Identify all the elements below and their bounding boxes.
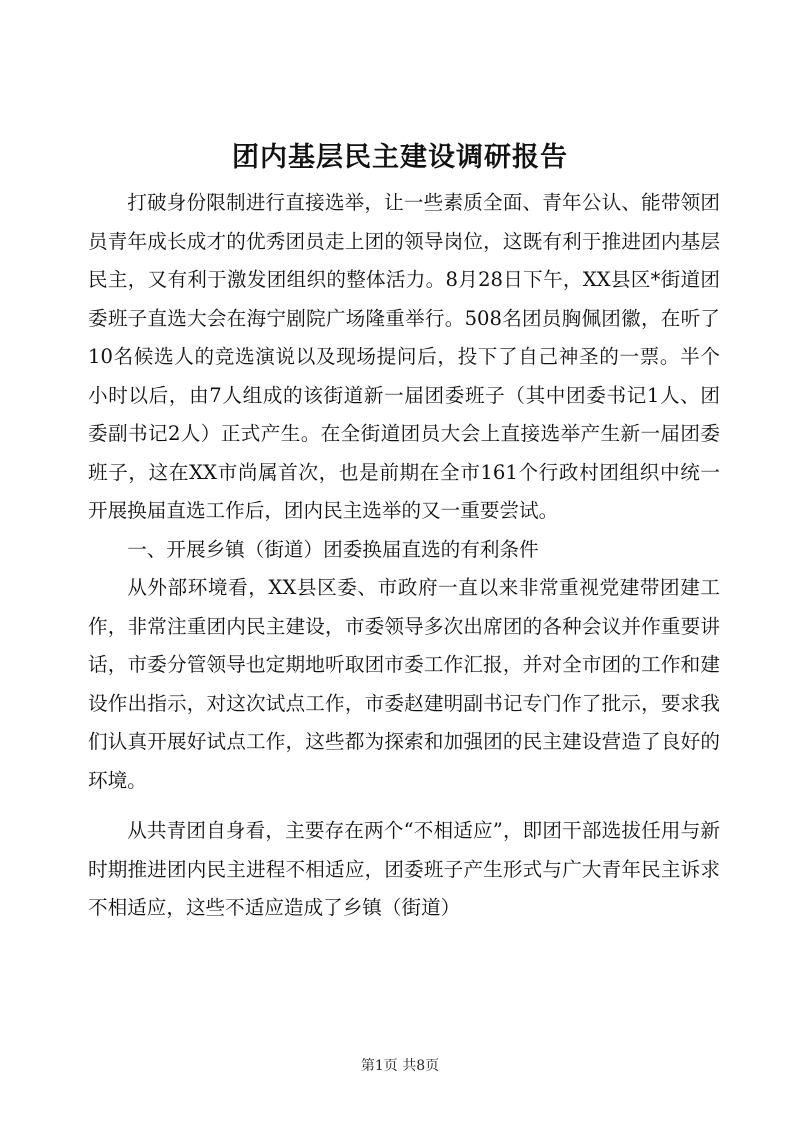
page-footer: 第1页 共8页 xyxy=(360,1058,440,1074)
document-title: 团内基层民主建设调研报告 xyxy=(232,142,568,173)
paragraph-league-itself: 从共青团自身看，主要存在两个“不相适应”，即团干部选拔任用与新时期推进团内民主进程不相适应，团委班子产生形式与广大青年民主诉求不相适应，这些不适应造成了乡镇（街道） xyxy=(88,819,720,919)
paragraph-intro: 打破身份限制进行直接选举，让一些素质全面、青年公认、能带领团员青年成长成才的优秀团员走上团的领导岗位，这既有利于推进团内基层民主，又有利于激发团组织的整体活力。8月28日下午，XX县区*街道团委班子直选大会在海宁剧院广场隆重举行。508名团员胸佩团徽，在听了10名候选人的竞选演说以及现场提问后，投下了自己神圣的一票。半个小时以后，由7人组成的该街道新一届团委班子（其中团委书记1人、团委副书记2人）正式产生。在全街道团员大会上直接选举产生新一届团委班子，这在XX市尚属首次，也是前期在全市161个行政村团组织中统一开展换届直选工作后，团内民主选举的又一重要尝试。 xyxy=(88,191,720,522)
document-body xyxy=(88,184,720,928)
section-heading: 一、开展乡镇（街道）团委换届直选的有利条件 xyxy=(127,537,539,561)
paragraph-external-environment: 从外部环境看，XX县区委、市政府一直以来非常重视党建带团建工作，非常注重团内民主建设，市委领导多次出席团的各种会议并作重要讲话，市委分管领导也定期地听取团市委工作汇报，并对全市团的工作和建设作出指示，对这次试点工作，市委赵建明副书记专门作了批示，要求我们认真开展好试点工作，这些都为探索和加强团的民主建设营造了良好的环境。 xyxy=(88,576,720,792)
